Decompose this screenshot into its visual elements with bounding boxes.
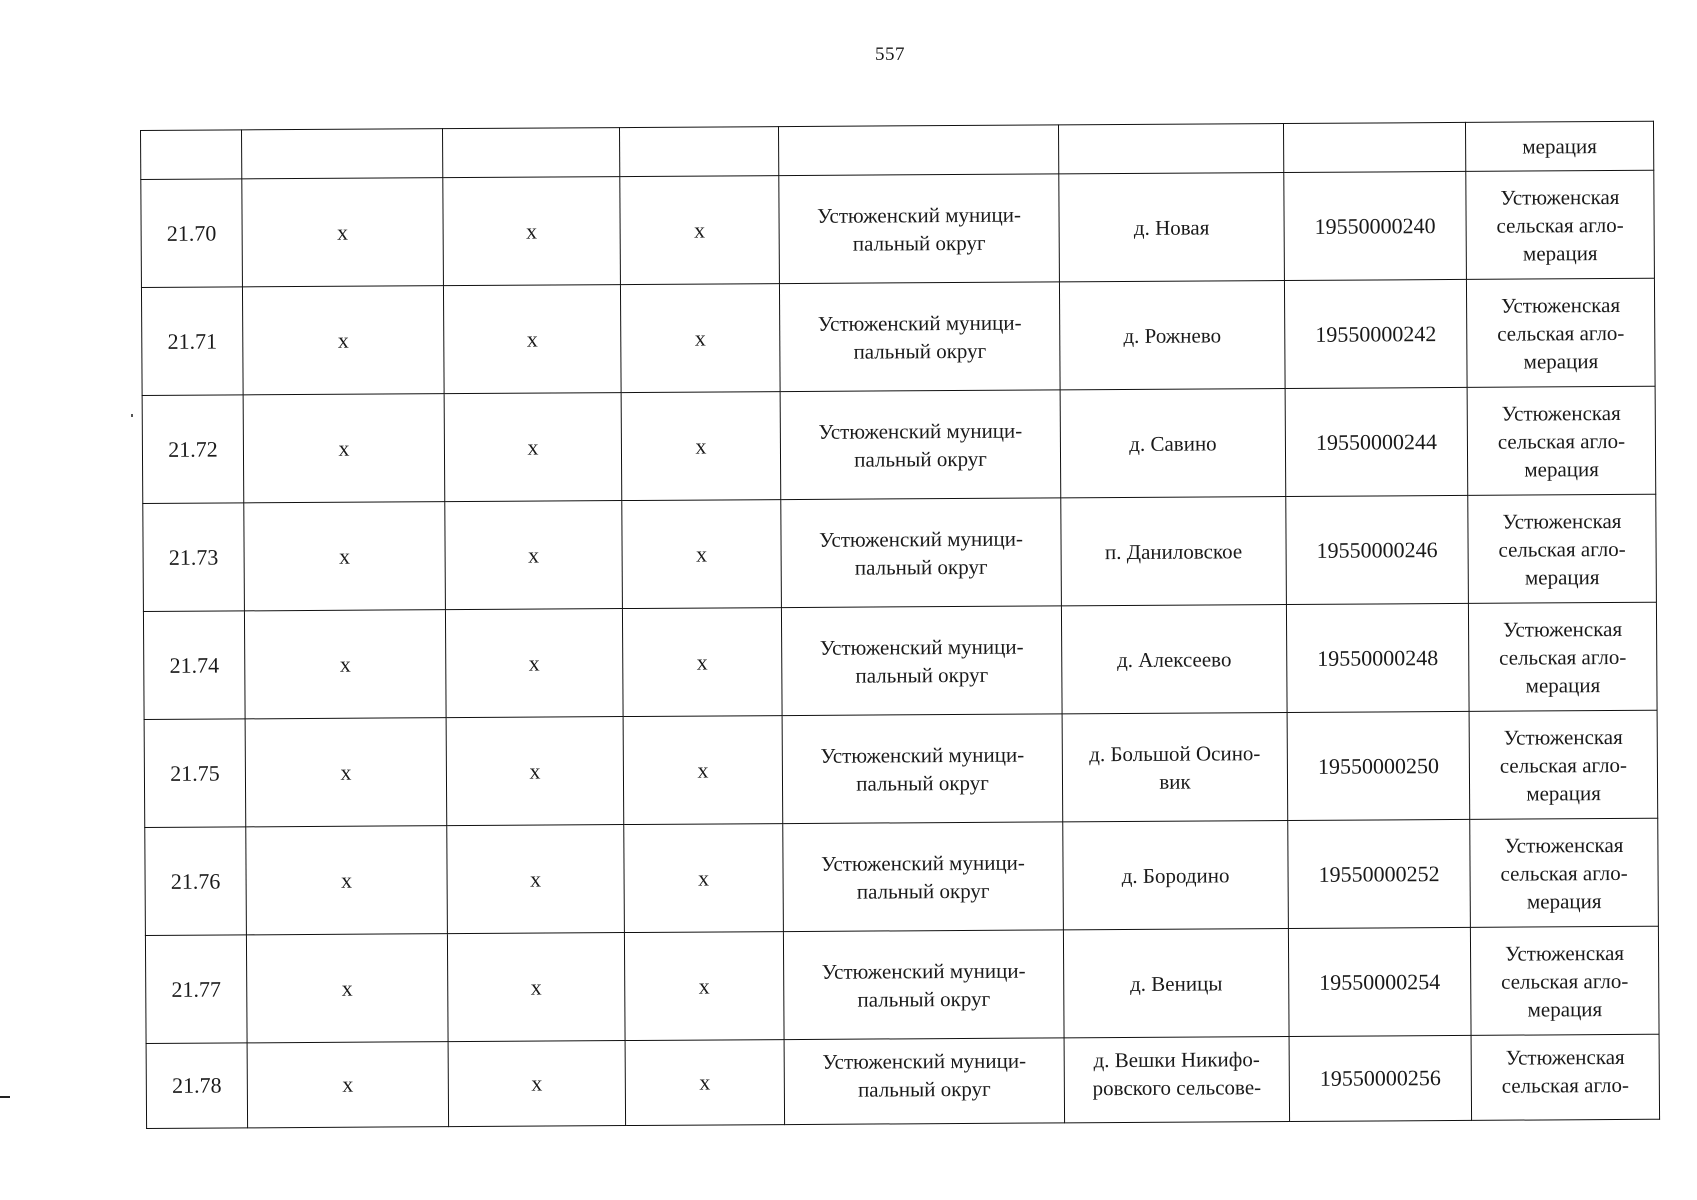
oktmo-code: 19550000246 bbox=[1286, 495, 1469, 604]
page-number: 557 bbox=[875, 44, 905, 65]
x-mark: x bbox=[445, 501, 623, 610]
agglomeration-cell-line: сельская агло- bbox=[1501, 968, 1629, 994]
margin-mark bbox=[0, 1096, 10, 1098]
x-mark: x bbox=[443, 285, 621, 394]
row-number: 21.72 bbox=[142, 395, 244, 504]
district-cell-line: пальный округ bbox=[855, 662, 989, 688]
district-cell-line: Устюженский муници- bbox=[817, 202, 1021, 228]
oktmo-code: 19550000252 bbox=[1288, 819, 1471, 928]
x-mark: x bbox=[443, 177, 621, 286]
agglomeration-cell-line: Устюженская bbox=[1504, 832, 1624, 858]
district-cell-line: пальный округ bbox=[857, 986, 991, 1012]
oktmo-code: 19550000250 bbox=[1287, 711, 1470, 820]
agglomeration-cell bbox=[1466, 278, 1655, 387]
agglomeration-cell bbox=[1466, 170, 1655, 279]
district-cell-line: пальный округ bbox=[857, 1076, 991, 1102]
agglomeration-cell-line: сельская агло- bbox=[1497, 428, 1626, 454]
header-cell bbox=[442, 128, 619, 178]
locality-cell-line: п. Даниловское bbox=[1104, 538, 1243, 564]
district-cell-line: Устюженский муници- bbox=[821, 850, 1025, 876]
row-number: 21.71 bbox=[141, 287, 243, 396]
row-number: 21.73 bbox=[143, 503, 245, 612]
row-number: 21.78 bbox=[146, 1043, 248, 1129]
locality-cell bbox=[1059, 173, 1285, 282]
locality-cell bbox=[1063, 821, 1289, 930]
district-cell-line: Устюженский муници- bbox=[817, 310, 1022, 336]
locality-cell-line: д. Савино bbox=[1129, 430, 1217, 456]
row-number: 21.75 bbox=[144, 719, 246, 828]
agglomeration-cell-line: Устюженская bbox=[1505, 1044, 1625, 1070]
locality-cell-line: д. Вешки Никифо- bbox=[1093, 1047, 1260, 1073]
agglomeration-cell-line: Устюженская bbox=[1503, 616, 1623, 642]
x-mark: x bbox=[447, 933, 625, 1042]
x-mark: x bbox=[621, 392, 781, 501]
district-cell-line: Устюженский муници- bbox=[818, 418, 1023, 444]
scan-speck bbox=[131, 414, 133, 417]
locality-cell bbox=[1059, 281, 1285, 390]
x-mark: x bbox=[620, 284, 780, 393]
settlements-table bbox=[140, 121, 1660, 1129]
district-cell-line: пальный округ bbox=[854, 554, 988, 580]
locality-cell bbox=[1064, 1036, 1290, 1122]
district-cell bbox=[783, 930, 1064, 1040]
x-mark: x bbox=[444, 393, 622, 502]
agglomeration-cell-line: Устюженская bbox=[1503, 724, 1623, 750]
x-mark: x bbox=[244, 610, 446, 719]
x-mark: x bbox=[242, 286, 444, 395]
x-mark: x bbox=[623, 716, 783, 825]
district-cell-line: пальный округ bbox=[854, 446, 987, 472]
x-mark: x bbox=[622, 608, 782, 717]
agglomeration-cell-line: Устюженская bbox=[1501, 292, 1621, 318]
x-mark: x bbox=[448, 1041, 626, 1127]
table-row bbox=[143, 494, 1657, 611]
x-mark: x bbox=[446, 717, 624, 826]
agglomeration-cell-line: мерация bbox=[1527, 996, 1603, 1022]
header-cell bbox=[778, 125, 1058, 176]
oktmo-code: 19550000248 bbox=[1286, 603, 1469, 712]
header-cell bbox=[619, 127, 778, 177]
table-row bbox=[146, 1034, 1659, 1128]
district-cell-line: Устюженский муници- bbox=[819, 634, 1024, 660]
agglomeration-cell bbox=[1470, 926, 1659, 1035]
table-row bbox=[145, 818, 1659, 935]
district-cell bbox=[779, 174, 1060, 284]
oktmo-code: 19550000256 bbox=[1289, 1035, 1472, 1121]
agglomeration-cell-line: Устюженская bbox=[1502, 508, 1622, 534]
agglomeration-cell-line: сельская агло- bbox=[1499, 644, 1627, 670]
agglomeration-cell bbox=[1469, 710, 1658, 819]
agglomeration-cell-line: мерация bbox=[1524, 564, 1600, 590]
x-mark: x bbox=[244, 502, 446, 611]
agglomeration-cell-line: Устюженская bbox=[1500, 184, 1620, 210]
oktmo-code: 19550000242 bbox=[1284, 279, 1467, 388]
district-cell bbox=[782, 714, 1063, 824]
locality-cell-line: вик bbox=[1159, 769, 1191, 794]
agglomeration-cell-line: сельская агло- bbox=[1496, 212, 1624, 238]
agglomeration-cell-line: сельская агло- bbox=[1498, 536, 1626, 562]
x-mark: x bbox=[624, 824, 784, 933]
x-mark: x bbox=[445, 609, 623, 718]
locality-cell-line: д. Новая bbox=[1133, 214, 1210, 240]
table-row bbox=[142, 386, 1656, 503]
agglomeration-cell-line: мерация bbox=[1526, 888, 1602, 914]
table-row bbox=[141, 278, 1655, 395]
agglomeration-cell-line: мерация bbox=[1524, 456, 1599, 482]
x-mark: x bbox=[243, 394, 445, 503]
agglomeration-cell-line: Устюженская bbox=[1501, 400, 1621, 426]
agglomeration-cell-line: сельская агло- bbox=[1500, 860, 1628, 886]
agglomeration-cell-line: мерация bbox=[1525, 672, 1601, 698]
locality-cell-line: д. Рожнево bbox=[1123, 322, 1222, 348]
x-mark: x bbox=[242, 178, 444, 287]
table-row bbox=[143, 602, 1657, 719]
x-mark: x bbox=[624, 932, 784, 1041]
agglomeration-cell bbox=[1471, 1034, 1660, 1120]
agglomeration-cell bbox=[1470, 818, 1659, 927]
x-mark: x bbox=[246, 826, 448, 935]
district-cell-line: пальный округ bbox=[856, 878, 990, 904]
row-number: 21.76 bbox=[145, 827, 247, 936]
district-cell bbox=[779, 282, 1060, 392]
table-row bbox=[141, 170, 1655, 287]
locality-cell-line: ровского сельсове- bbox=[1092, 1075, 1262, 1101]
locality-cell-line: д. Бородино bbox=[1121, 862, 1230, 888]
district-cell-line: Устюженский муници- bbox=[822, 1048, 1027, 1074]
district-cell-line: Устюженский муници- bbox=[820, 742, 1025, 768]
locality-cell-line: д. Алексеево bbox=[1117, 646, 1232, 672]
locality-cell bbox=[1063, 928, 1289, 1037]
header-cell bbox=[141, 130, 242, 180]
x-mark: x bbox=[245, 718, 447, 827]
row-number: 21.74 bbox=[143, 611, 245, 720]
row-number: 21.77 bbox=[145, 935, 247, 1044]
x-mark: x bbox=[622, 500, 782, 609]
agglomeration-cell-line: Устюженская bbox=[1504, 940, 1625, 966]
district-cell-line: пальный округ bbox=[856, 770, 989, 796]
agglomeration-cell-line: мерация bbox=[1522, 240, 1598, 266]
district-cell-line: пальный округ bbox=[853, 338, 987, 364]
header-cell bbox=[242, 129, 443, 179]
district-cell bbox=[783, 822, 1064, 932]
header-cell bbox=[1058, 124, 1283, 174]
x-mark: x bbox=[247, 1042, 449, 1128]
row-number: 21.70 bbox=[141, 179, 243, 288]
x-mark: x bbox=[625, 1040, 785, 1126]
table-row bbox=[145, 926, 1659, 1043]
oktmo-code: 19550000240 bbox=[1284, 171, 1467, 280]
x-mark: x bbox=[447, 825, 625, 934]
locality-cell bbox=[1060, 389, 1286, 498]
district-cell bbox=[781, 606, 1062, 716]
locality-cell bbox=[1061, 497, 1287, 606]
agglomeration-cell-line: сельская агло- bbox=[1497, 320, 1625, 346]
locality-cell bbox=[1062, 713, 1288, 822]
agglomeration-cell bbox=[1467, 386, 1656, 495]
district-cell-line: пальный округ bbox=[852, 230, 986, 256]
district-cell bbox=[781, 498, 1062, 608]
agglomeration-cell bbox=[1468, 494, 1657, 603]
oktmo-code: 19550000244 bbox=[1285, 387, 1468, 496]
agglomeration-cell-line: мерация bbox=[1523, 348, 1599, 374]
header-cell-agglomeration-continued: мерация bbox=[1465, 121, 1653, 171]
agglomeration-cell-line: сельская агло- bbox=[1499, 752, 1628, 778]
locality-cell bbox=[1061, 605, 1287, 714]
agglomeration-cell-line: сельская агло- bbox=[1501, 1072, 1630, 1098]
header-cell bbox=[1283, 122, 1465, 172]
district-cell bbox=[784, 1038, 1065, 1125]
locality-cell-line: д. Большой Осино- bbox=[1089, 740, 1261, 766]
locality-cell-line: д. Веницы bbox=[1129, 970, 1223, 996]
district-cell bbox=[780, 390, 1061, 500]
oktmo-code: 19550000254 bbox=[1288, 927, 1471, 1036]
agglomeration-cell-line: мерация bbox=[1526, 780, 1601, 806]
x-mark: x bbox=[246, 934, 448, 1043]
agglomeration-cell bbox=[1468, 602, 1657, 711]
district-cell-line: Устюженский муници- bbox=[819, 526, 1023, 552]
district-cell-line: Устюженский муници- bbox=[821, 958, 1026, 984]
x-mark: x bbox=[620, 176, 780, 285]
table-row bbox=[144, 710, 1658, 827]
